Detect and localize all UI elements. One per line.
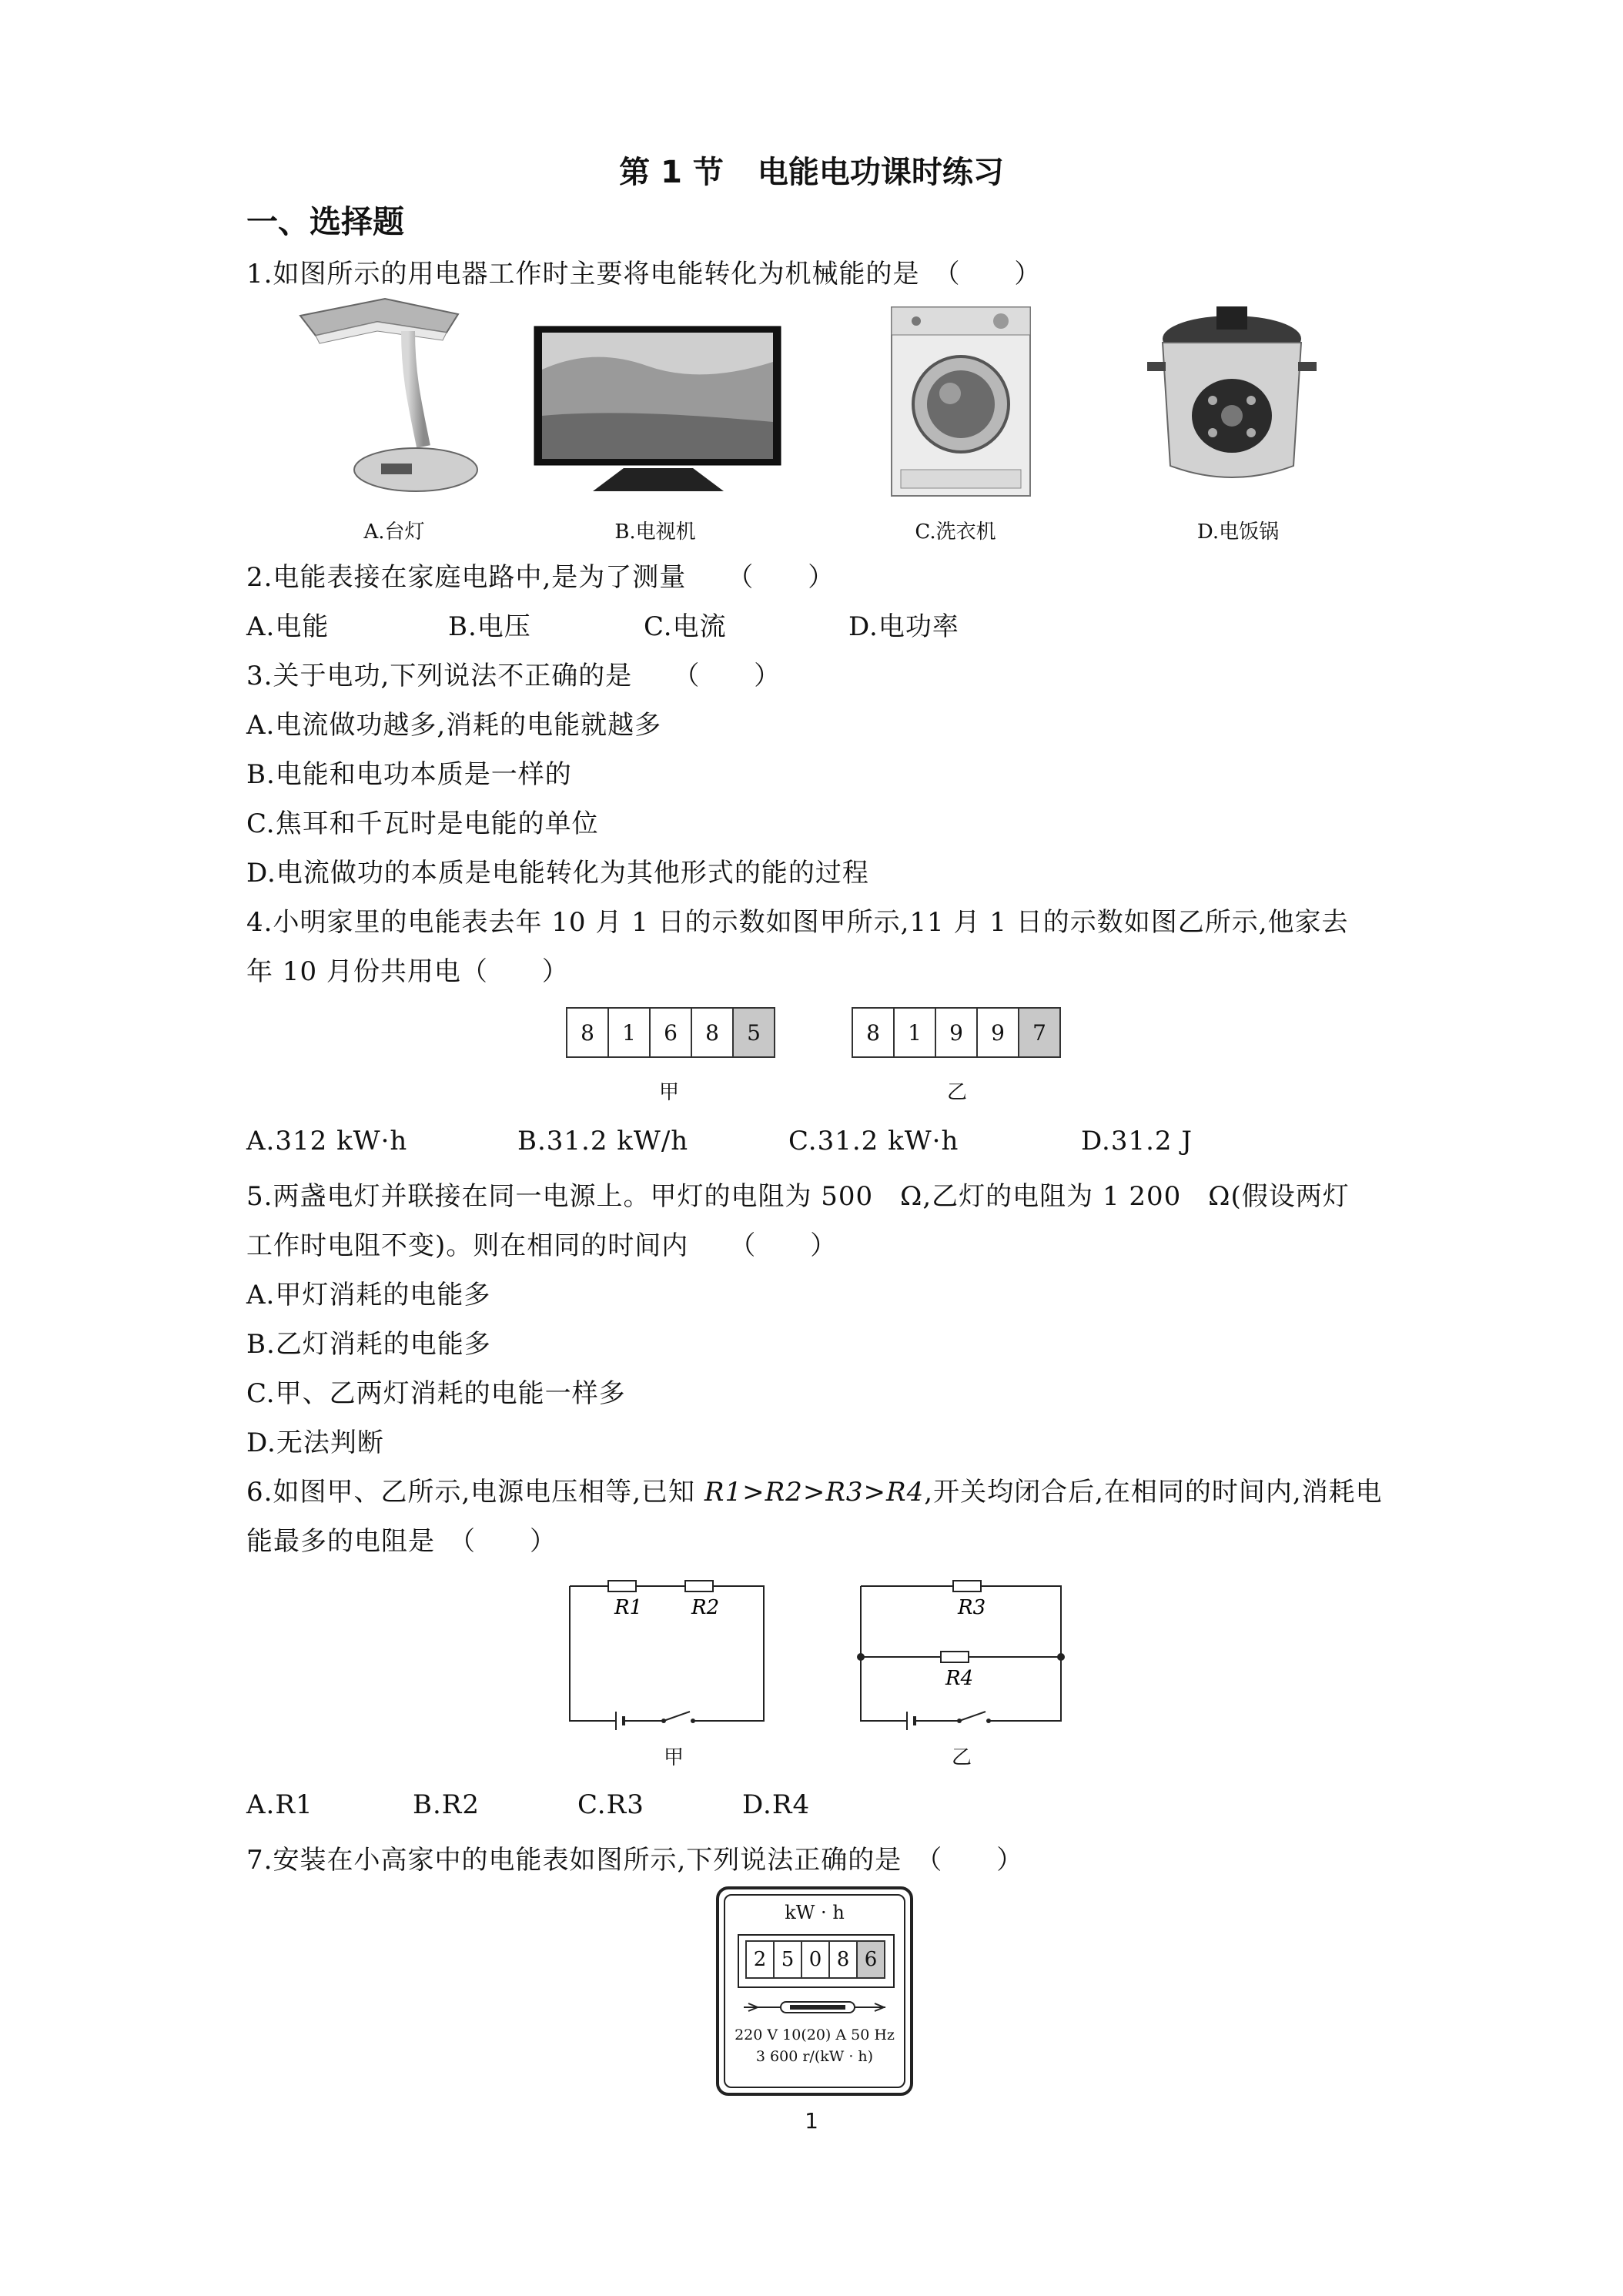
meter-jia-label: 甲	[659, 1081, 680, 1104]
page-title	[0, 148, 1623, 192]
television-image	[531, 323, 785, 500]
meter-jia-digit: 8	[567, 1009, 609, 1056]
circuit-yi-label: 乙	[952, 1746, 972, 1769]
q4-option-d: D.31.2 J	[1081, 1126, 1193, 1156]
meter-yi-digit: 1	[895, 1009, 936, 1056]
meter-digit: 8	[830, 1942, 858, 1977]
meter-yi-label: 乙	[947, 1081, 968, 1104]
meter-digit: 0	[802, 1942, 830, 1977]
q6-stem-part-a: 6.如图甲、乙所示,电源电压相等,已知	[246, 1477, 704, 1508]
label-r2: R2	[691, 1596, 720, 1619]
meter-disc-icon	[742, 1996, 888, 2019]
q4-option-b: B.31.2 kW/h	[517, 1126, 689, 1156]
q3-option-b: B.电能和电功本质是一样的	[246, 759, 572, 790]
q7-stem: 7.安装在小高家中的电能表如图所示,下列说法正确的是 （ ）	[246, 1845, 1024, 1876]
label-r3: R3	[958, 1596, 986, 1619]
meter-yi-digit: 8	[853, 1009, 895, 1056]
meter-yi-digit: 9	[936, 1009, 978, 1056]
label-r1: R1	[614, 1596, 643, 1619]
meter-digit: 2	[747, 1942, 775, 1977]
meter-jia-digit: 1	[609, 1009, 651, 1056]
q2-option-d: D.电功率	[848, 611, 959, 642]
q6-option-a: A.R1	[246, 1789, 313, 1820]
meter-yi-digit: 7	[1019, 1009, 1059, 1056]
meter-jia-display	[566, 1007, 775, 1058]
q5-option-c: C.甲、乙两灯消耗的电能一样多	[246, 1378, 626, 1409]
q4-stem-line2: 年 10 月份共用电（ ）	[246, 956, 569, 987]
q1-caption-b: B.电视机	[614, 520, 696, 544]
q2-option-b: B.电压	[448, 611, 531, 642]
q6-stem-line2: 能最多的电阻是 （ ）	[246, 1526, 557, 1557]
resistor-r2	[685, 1581, 713, 1591]
meter-digit: 5	[775, 1942, 802, 1977]
q1-caption-a: A.台灯	[363, 520, 425, 544]
q5-option-b: B.乙灯消耗的电能多	[246, 1329, 491, 1360]
page-number: 1	[805, 2108, 818, 2134]
q3-option-a: A.电流做功越多,消耗的电能就越多	[246, 710, 662, 741]
q3-option-d: D.电流做功的本质是电能转化为其他形式的能的过程	[246, 858, 869, 889]
electric-meter	[716, 1886, 913, 2096]
q2-stem: 2.电能表接在家庭电路中,是为了测量 （ ）	[246, 562, 835, 593]
q5-option-d: D.无法判断	[246, 1427, 384, 1458]
q5-option-a: A.甲灯消耗的电能多	[246, 1280, 491, 1310]
meter-spec-line1: 220 V 10(20) A 50 Hz	[735, 2027, 895, 2043]
desk-lamp-image	[293, 293, 493, 500]
q5-stem-line2: 工作时电阻不变)。则在相同的时间内 （ ）	[246, 1230, 838, 1261]
rice-cooker-image	[1139, 300, 1324, 500]
meter-jia-digit: 5	[734, 1009, 774, 1056]
meter-digit: 6	[858, 1942, 884, 1977]
q6-stem-part-b: ,开关均闭合后,在相同的时间内,消耗电	[924, 1477, 1383, 1508]
circuit-jia-diagram	[562, 1571, 778, 1732]
q1-caption-c: C.洗衣机	[915, 520, 996, 544]
q2-option-c: C.电流	[644, 611, 727, 642]
q1-stem: 1.如图所示的用电器工作时主要将电能转化为机械能的是 （ ）	[246, 259, 1042, 290]
q2-option-a: A.电能	[246, 611, 330, 642]
q5-stem-line1: 5.两盏电灯并联接在同一电源上。甲灯的电阻为 500 Ω,乙灯的电阻为 1 200 Ω(假设两灯	[246, 1181, 1350, 1212]
circuit-yi-diagram	[853, 1571, 1076, 1732]
resistor-r3	[953, 1581, 981, 1591]
section-heading: 一、选择题	[246, 203, 404, 240]
q1-caption-d: D.电饭锅	[1196, 520, 1280, 544]
title-section-number: 第 1 节	[619, 155, 724, 190]
meter-yi-display	[852, 1007, 1061, 1058]
washing-machine-image	[885, 304, 1039, 504]
resistor-r1	[608, 1581, 636, 1591]
meter-jia-digit: 8	[692, 1009, 734, 1056]
q3-option-c: C.焦耳和千瓦时是电能的单位	[246, 808, 599, 839]
q6-option-b: B.R2	[413, 1789, 480, 1820]
meter-digit-display	[745, 1940, 885, 1979]
q4-stem-line1: 4.小明家里的电能表去年 10 月 1 日的示数如图甲所示,11 月 1 日的示数如图乙所示,他家去	[246, 907, 1349, 938]
q6-option-d: D.R4	[742, 1789, 811, 1820]
q4-option-c: C.31.2 kW·h	[788, 1126, 959, 1156]
resistance-relation: R1>R2>R3>R4	[704, 1477, 925, 1508]
resistor-r4	[941, 1652, 969, 1662]
label-r4: R4	[945, 1667, 974, 1690]
q6-option-c: C.R3	[577, 1789, 644, 1820]
title-name: 电能电功课时练习	[757, 155, 1004, 190]
meter-jia-digit: 6	[651, 1009, 692, 1056]
q3-stem: 3.关于电功,下列说法不正确的是 （ ）	[246, 661, 781, 691]
meter-unit: kW · h	[785, 1902, 845, 1923]
circuit-jia-label: 甲	[664, 1746, 684, 1769]
q4-option-a: A.312 kW·h	[246, 1126, 408, 1156]
q6-stem-line1	[246, 1471, 1383, 1508]
meter-spec-line2: 3 600 r/(kW · h)	[755, 2048, 874, 2065]
meter-yi-digit: 9	[978, 1009, 1019, 1056]
